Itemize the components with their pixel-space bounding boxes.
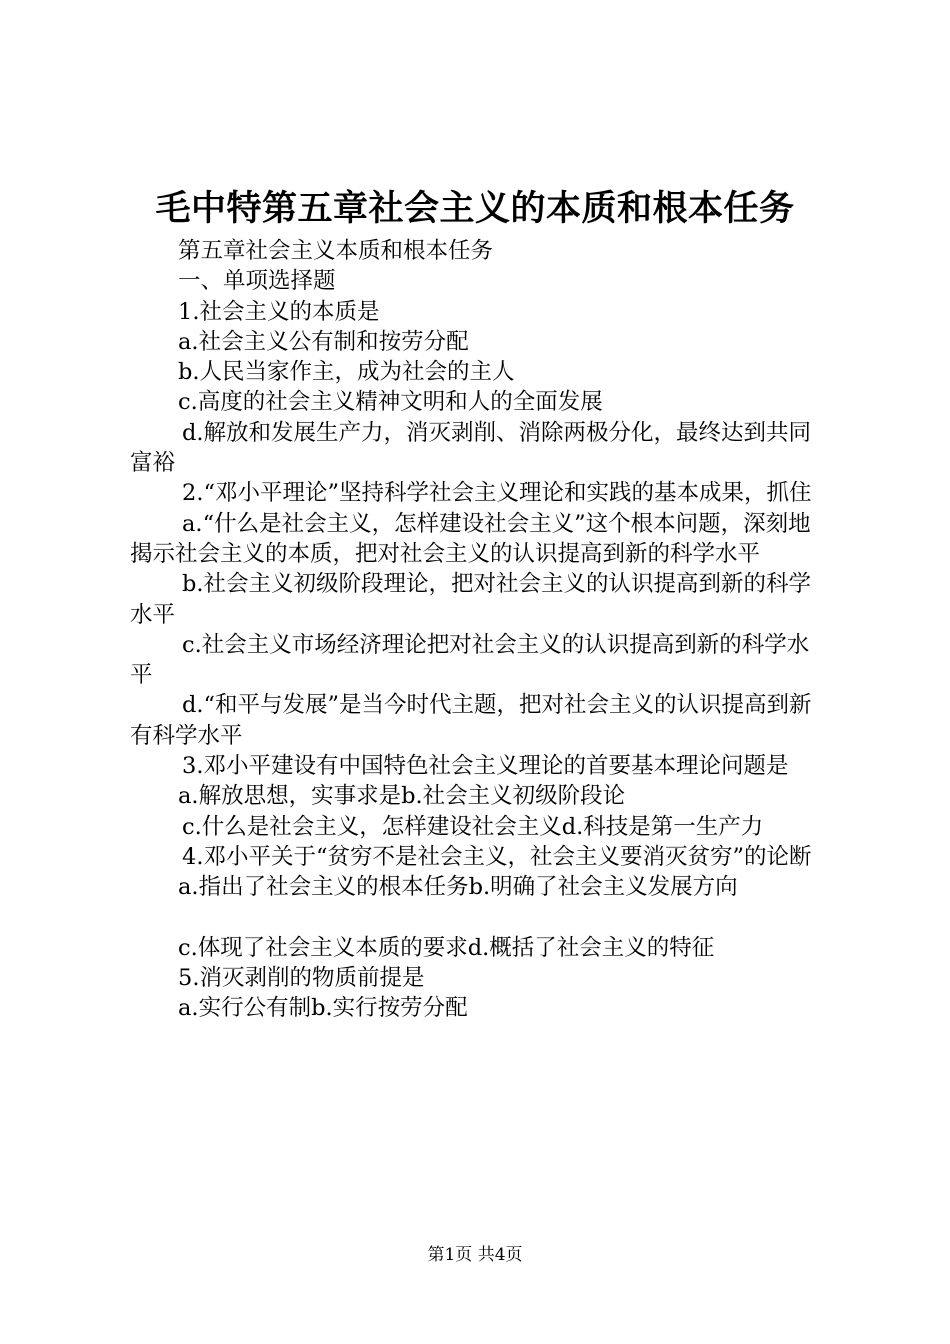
page-footer: 第1页 共4页 — [427, 1245, 523, 1265]
q2-option-a: a.“什么是社会主义，怎样建设社会主义”这个根本问题，深刻地揭示社会主义的本质，把对社会主义的认识提高到新的科学水平 — [130, 510, 811, 567]
q1-option-d: d.解放和发展生产力，消灭剥削、消除两极分化，最终达到共同富裕 — [130, 419, 812, 477]
q2-option-b: b.社会主义初级阶段理论，把对社会主义的认识提高到新的科学水平 — [130, 571, 812, 628]
chapter-heading: 第五章社会主义本质和根本任务 — [178, 238, 494, 264]
q5-options-ab: a.实行公有制b.实行按劳分配 — [178, 995, 468, 1022]
document-body — [130, 236, 830, 1023]
q2-option-c: c.社会主义市场经济理论把对社会主义的认识提高到新的科学水平 — [130, 631, 810, 689]
q1-option-c: c.高度的社会主义精神文明和人的全面发展 — [178, 389, 603, 416]
question-5: 5.消灭剥削的物质前提是 — [178, 964, 425, 991]
question-2: 2.“邓小平理论”坚持科学社会主义理论和实践的基本成果，抓住 — [182, 480, 812, 507]
question-3: 3.邓小平建设有中国特色社会主义理论的首要基本理论问题是 — [182, 753, 789, 780]
q1-option-b: b.人民当家作主，成为社会的主人 — [178, 359, 515, 386]
q2-option-d: d.“和平与发展”是当今时代主题，把对社会主义的认识提高到新有科学水平 — [130, 692, 812, 749]
section-heading: 一、单项选择题 — [178, 268, 336, 295]
q3-options-ab: a.解放思想，实事求是b.社会主义初级阶段论 — [178, 783, 626, 810]
question-4: 4.邓小平关于“贫穷不是社会主义，社会主义要消灭贫穷”的论断 — [182, 843, 812, 870]
q3-options-cd: c.什么是社会主义，怎样建设社会主义d.科技是第一生产力 — [182, 813, 764, 840]
document-title: 毛中特第五章社会主义的本质和根本任务 — [155, 188, 795, 229]
question-1: 1.社会主义的本质是 — [178, 298, 380, 325]
q4-options-cd: c.体现了社会主义本质的要求d.概括了社会主义的特征 — [178, 934, 715, 961]
q1-option-a: a.社会主义公有制和按劳分配 — [178, 328, 469, 355]
q4-options-ab: a.指出了社会主义的根本任务b.明确了社会主义发展方向 — [178, 874, 738, 901]
